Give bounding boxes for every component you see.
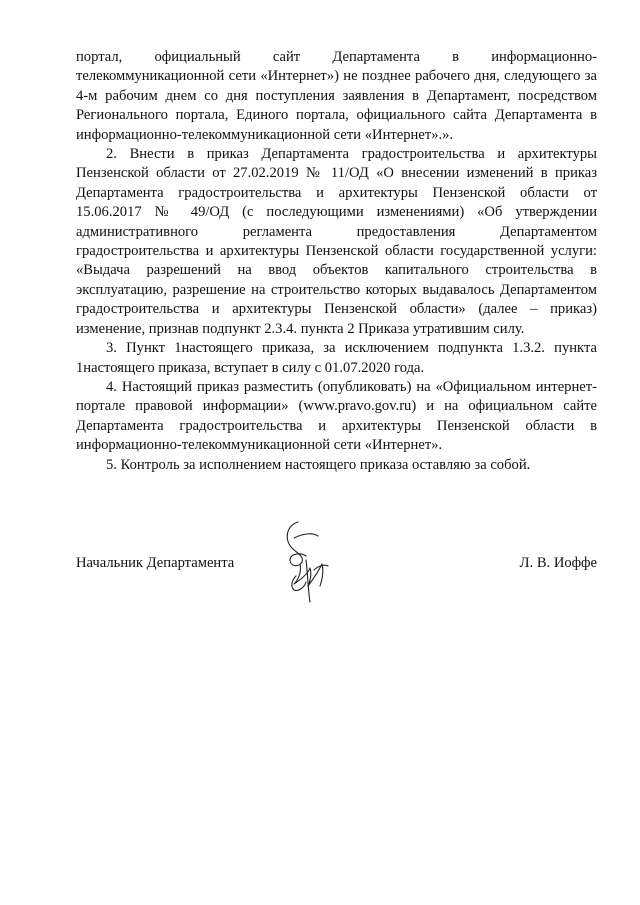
signatory-name: Л. В. Иоффе [519, 555, 597, 571]
paragraph-item-4: 4. Настоящий приказ разместить (опубликовать) на «Официальном интернет-портале правовой информации» (www.pravo.gov.ru) и на официальном сайте Департамента градостроительства и архитектуры Пензенской области в информационно-телекоммуникационной сети «Интернет». [76, 378, 597, 454]
paragraph-item-2: 2. Внести в приказ Департамента градостроительства и архитектуры Пензенской области от 27.02.2019 № 11/ОД «О внесении изменений в приказ Департамента градостроительства и архитектуры Пензенской области от 15.06.2017 № 49/ОД (с последующими изменениями) «Об утверждении административного регламента предоставления Департаментом градостроительства и архитектуры Пензенской области государственной услуги: «Выдача разрешений на ввод объектов капитального строительства в эксплуатацию, разрешение на строительство которых выдавалось Департаментом градостроительства и архитектуры Пензенской области» (далее – приказ) изменение, признав подпункт 2.3.4. пункта 2 Приказа утратившим силу. [76, 146, 597, 337]
paragraph-item-3: 3. Пункт 1настоящего приказа, за исключением подпункта 1.3.2. пункта 1настоящего приказа, вступает в силу с 01.07.2020 года. [76, 340, 597, 376]
paragraph-item-5: 5. Контроль за исполнением настоящего приказа оставляю за собой. [106, 456, 531, 473]
paragraph-continuation: портал, официальный сайт Департамента в информационно-телекоммуникационной сети «Интернет») не позднее рабочего дня, следующего за 4-м рабочим днем со дня поступления заявления в Департамент, посредством Регионального портала, Единого портала, официального сайта Департамента в информационно-телекоммуникационной сети «Интернет».». [76, 49, 597, 143]
handwritten-signature [278, 516, 342, 606]
signatory-title: Начальник Департамента [76, 555, 235, 571]
document-body [76, 48, 597, 475]
